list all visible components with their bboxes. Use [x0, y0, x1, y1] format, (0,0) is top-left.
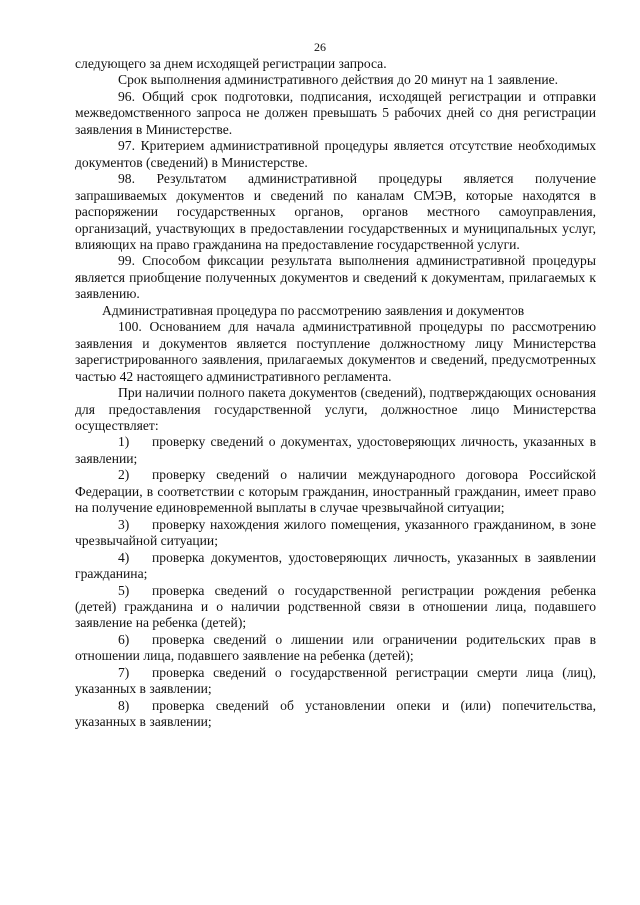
- list-item: [75, 434, 596, 467]
- list-item-text: проверка сведений об установлении опеки и (или) попечительства, указанных в заявлении;: [75, 697, 596, 730]
- paragraph: следующего за днем исходящей регистрации запроса.: [75, 56, 387, 71]
- list-item-number: 2): [118, 467, 130, 483]
- list-item-number: 4): [118, 549, 130, 565]
- list-item-number: 5): [118, 582, 130, 598]
- list-item-text: проверка сведений о лишении или ограничении родительских прав в отношении лица, подавшего заявление на ребенка (детей);: [75, 631, 596, 664]
- list-item: [75, 698, 596, 731]
- list-item-text: проверку сведений о документах, удостоверяющих личность, указанных в заявлении;: [75, 434, 596, 466]
- list-item: [75, 517, 596, 550]
- list-item: [75, 583, 596, 632]
- list-item: [75, 467, 596, 516]
- paragraph: Срок выполнения административного действия до 20 минут на 1 заявление.: [118, 72, 559, 88]
- list-item-text: проверка документов, удостоверяющих личность, указанных в заявлении гражданина;: [75, 549, 596, 582]
- paragraph: 98. Результатом административной процедуры является получение запрашиваемых документов и сведений по каналам СМЭВ, которые находятся в распоряжении государственных органов, органов местного самоуправления, организаций, участвующих в предоставлении государственных и муниципальных услуг, влияющих на право гражданина на предоставление государственной услуги.: [75, 171, 596, 252]
- paragraph: При наличии полного пакета документов (сведений), подтверждающих основания для предоставления государственной услуги, должностное лицо Министерства осуществляет:: [75, 385, 596, 433]
- list-item: [75, 550, 596, 583]
- paragraph: 99. Способом фиксации результата выполнения административной процедуры является приобщение полученных документов и сведений к документам, прилагаемых к заявлению.: [75, 253, 596, 302]
- page-number: 26: [314, 40, 326, 54]
- list-item-number: 8): [118, 697, 130, 713]
- paragraph: 100. Основанием для начала административной процедуры по рассмотрению заявления и документов является поступление должностному лицу Министерства зарегистрированного заявления, прилагаемых документов и сведений, предусмотренных частью 42 настоящего административного регламента.: [75, 319, 596, 384]
- paragraph: 97. Критерием административной процедуры является отсутствие необходимых документов (сведений) в Министерстве.: [75, 138, 596, 170]
- list-item: [75, 632, 596, 665]
- paragraph: 96. Общий срок подготовки, подписания, исходящей регистрации и отправки межведомственного запроса не должен превышать 5 рабочих дней со дня регистрации заявления в Министерстве.: [75, 88, 596, 137]
- list-item-text: проверку нахождения жилого помещения, указанного гражданином, в зоне чрезвычайной ситуации;: [75, 516, 596, 549]
- list-item-number: 1): [118, 434, 130, 450]
- list-item-text: проверка сведений о государственной регистрации рождения ребенка (детей) гражданина и о наличии родственной связи в отношении лица, подавшего заявление на ребенка (детей);: [75, 582, 596, 631]
- list-item-number: 7): [118, 664, 130, 680]
- list-item-text: проверку сведений о наличии международного договора Российской Федерации, в соответствии с которым гражданин, иностранный гражданин, имеет право на получение единовременной выплаты в случае чрезвычайной ситуации;: [75, 467, 596, 516]
- list-item-text: проверка сведений о государственной регистрации смерти лица (лиц), указанных в заявлении;: [75, 664, 596, 697]
- list-item-number: 6): [118, 631, 130, 647]
- document-body: [75, 56, 596, 731]
- section-heading: Административная процедура по рассмотрению заявления и документов: [102, 302, 525, 318]
- list-item: [75, 665, 596, 698]
- list-item-number: 3): [118, 516, 130, 532]
